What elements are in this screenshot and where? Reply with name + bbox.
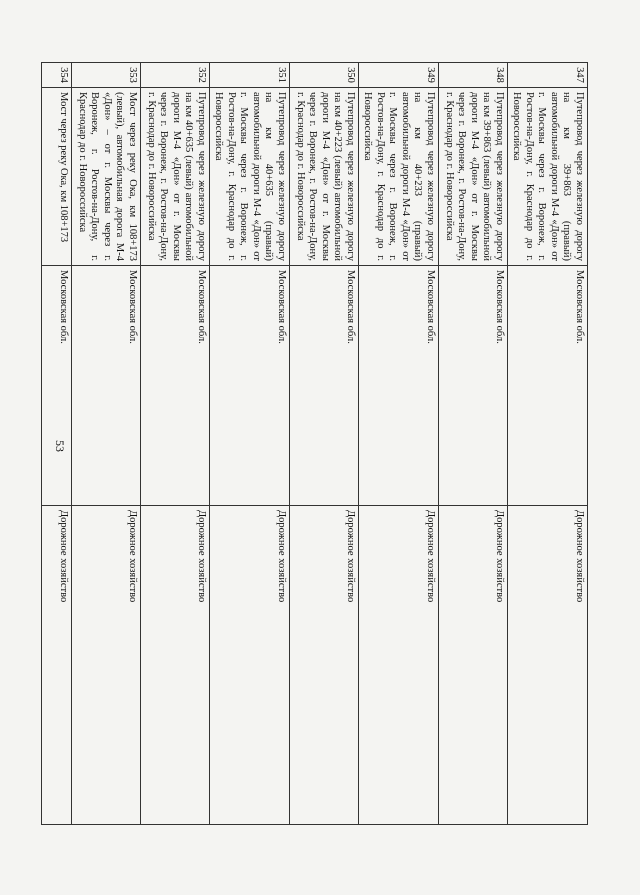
region-cell: Московская обл. — [439, 266, 508, 506]
row-number: 353 — [72, 63, 141, 88]
region-cell: Московская обл. — [359, 266, 439, 506]
table-row — [439, 63, 508, 825]
owner-cell: Дорожное хозяйство — [141, 506, 210, 825]
structure-name: Путепровод через железную дорогу на км 39+863 (правый) автомобильной дороги М-4 «Дон» от г. Москвы через г. Воронеж, г. Ростов-на-Дону, г. Краснодар до г. Новороссийска — [508, 88, 588, 266]
table-row — [508, 63, 588, 825]
row-number: 348 — [439, 63, 508, 88]
row-number: 350 — [290, 63, 359, 88]
structure-name: Путепровод через железную дорогу на км 40+223 (левый) автомобильной дороги М-4 «Дон» от г. Москвы через г. Воронеж, г. Ростов-на-Дону, г. Краснодар до г. Новороссийска — [290, 88, 359, 266]
table-rotator — [58, 62, 588, 824]
region-cell: Московская обл. — [290, 266, 359, 506]
table-row — [359, 63, 439, 825]
structures-table — [41, 62, 588, 825]
region-cell: Московская обл. — [72, 266, 141, 506]
row-number: 351 — [210, 63, 290, 88]
structure-name: Путепровод через железную дорогу на км 39+863 (левый) автомобильной дороги М-4 «Дон» от г. Москвы через г. Воронеж, г. Ростов-на-Дону, г. Краснодар до г. Новороссийска — [439, 88, 508, 266]
row-number: 349 — [359, 63, 439, 88]
table-row — [290, 63, 359, 825]
page-number: 53 — [53, 440, 67, 452]
owner-cell: Дорожное хозяйство — [439, 506, 508, 825]
region-cell: Московская обл. — [508, 266, 588, 506]
rotated-table-sheet — [58, 62, 588, 824]
row-number: 352 — [141, 63, 210, 88]
region-cell: Московская обл. — [210, 266, 290, 506]
table-row — [42, 63, 72, 825]
owner-cell: Дорожное хозяйство — [359, 506, 439, 825]
region-cell: Московская обл. — [141, 266, 210, 506]
structure-name: Путепровод через железную дорогу на км 40+233 (правый) автомобильной дороги М-4 «Дон» от г. Москвы через г. Воронеж, г. Ростов-на-Дону, г. Краснодар до г. Новороссийска — [359, 88, 439, 266]
region-cell: Московская обл. — [42, 266, 72, 506]
structure-name: Мост через реку Ока, км 108+173 (левый), автомобильная дорога М-4 «Дон» – от г. Москвы через г. Воронеж, г. Ростов-на-Дону, г. Краснодар до г. Новороссийска — [72, 88, 141, 266]
owner-cell: Дорожное хозяйство — [42, 506, 72, 825]
owner-cell: Дорожное хозяйство — [508, 506, 588, 825]
table-row — [210, 63, 290, 825]
owner-cell: Дорожное хозяйство — [210, 506, 290, 825]
row-number: 347 — [508, 63, 588, 88]
row-number: 354 — [42, 63, 72, 88]
structure-name: Путепровод через железную дорогу на км 40+635 (правый) автомобильной дороги М-4 «Дон» от г. Москвы через г. Воронеж, г. Ростов-на-Дону, г. Краснодар до г. Новороссийска — [210, 88, 290, 266]
owner-cell: Дорожное хозяйство — [290, 506, 359, 825]
table-row — [141, 63, 210, 825]
structure-name: Мост через реку Ока, км 108+173 — [42, 88, 72, 266]
owner-cell: Дорожное хозяйство — [72, 506, 141, 825]
table-row — [72, 63, 141, 825]
structure-name: Путепровод через железную дорогу на км 40+635 (левый) автомобильной дороги М-4 «Дон» от г. Москвы через г. Воронеж, г. Ростов-на-Дону, г. Краснодар до г. Новороссийска — [141, 88, 210, 266]
